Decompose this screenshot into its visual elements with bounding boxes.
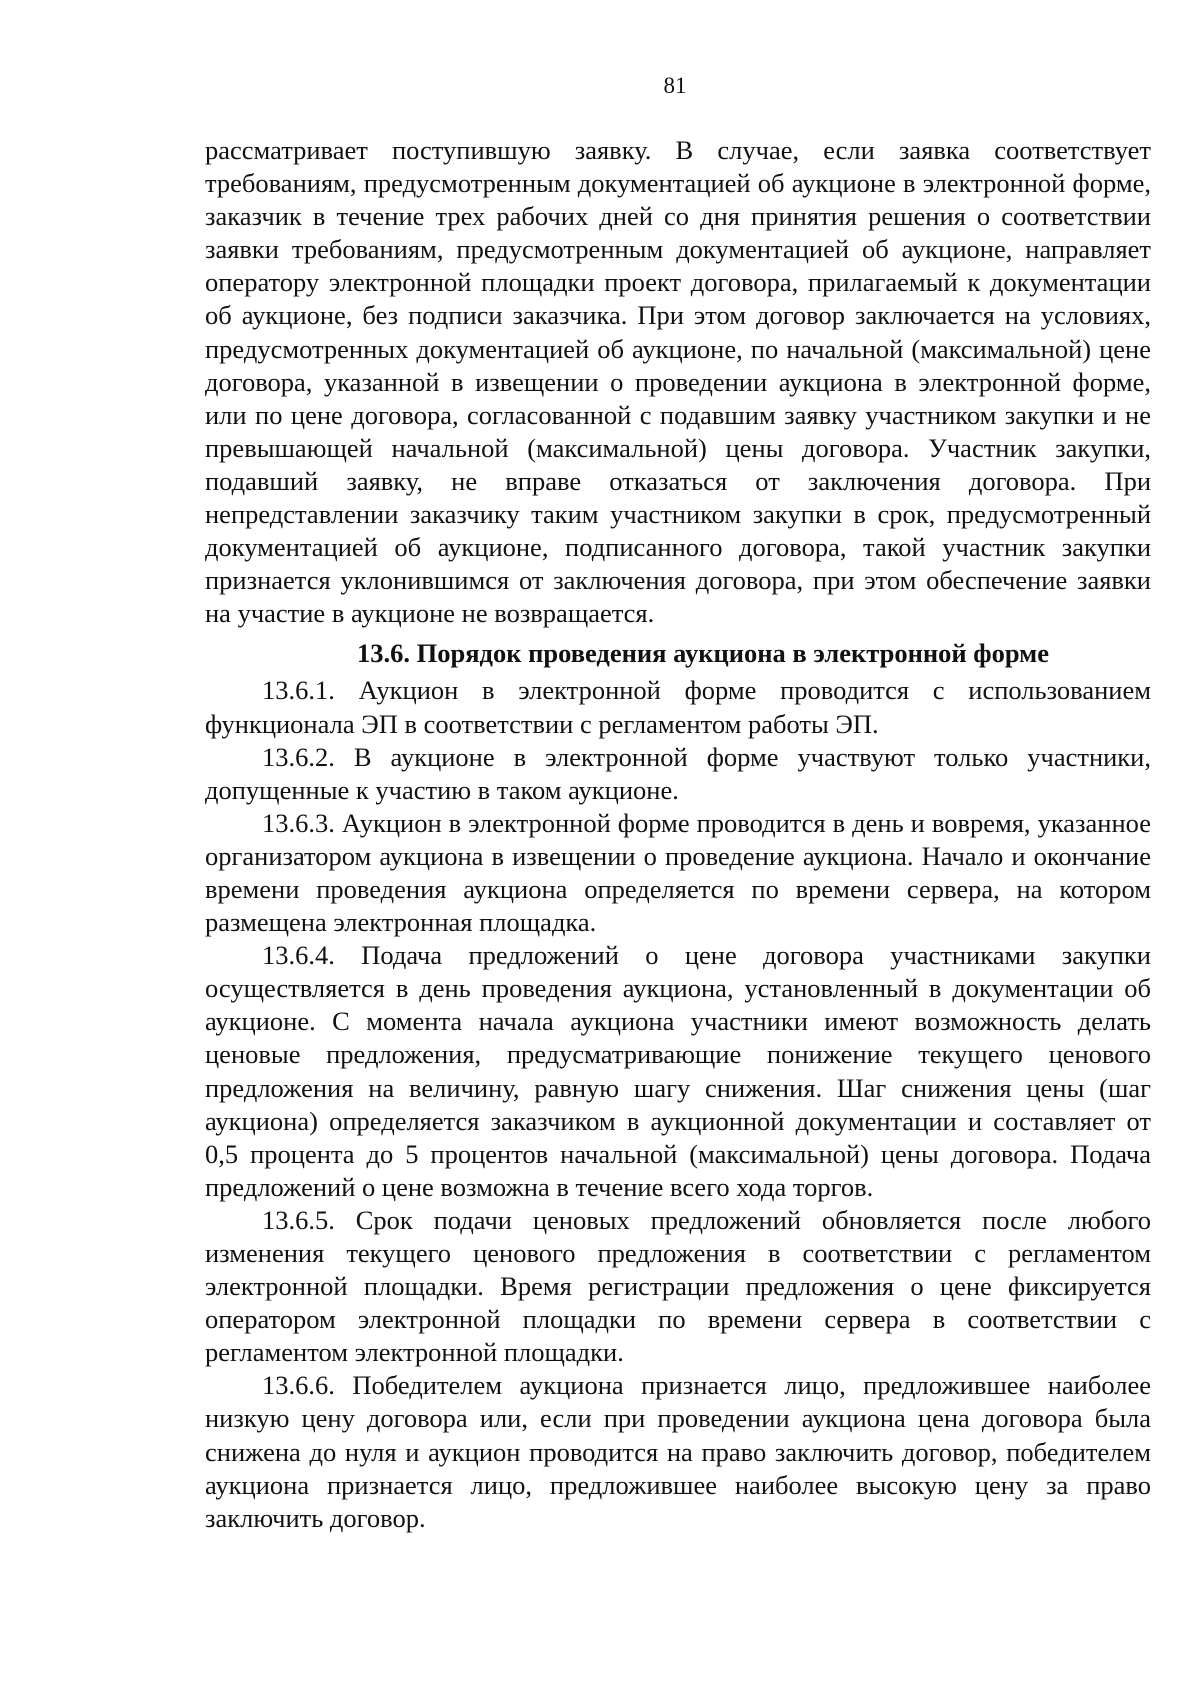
paragraph-13-6-1: 13.6.1. Аукцион в электронной форме проводится с использованием функционала ЭП в соответствии с регламентом работы ЭП. — [205, 675, 1151, 739]
paragraph-13-6-6: 13.6.6. Победителем аукциона признается лицо, предложившее наиболее низкую цену договора или, если при проведении аукциона цена договора была снижена до нуля и аукцион проводится на право заключить договор, победителем аукциона признается лицо, предложившее наиболее высокую цену за право заключить договор. — [205, 1370, 1151, 1533]
document-body — [205, 134, 1151, 1535]
paragraph-13-6-2: 13.6.2. В аукционе в электронной форме участвуют только участники, допущенные к участию в таком аукционе. — [205, 741, 1151, 805]
paragraph-continuation: рассматривает поступившую заявку. В случае, если заявка соответствует требованиям, предусмотренным документацией об аукционе в электронной форме, заказчик в течение трех рабочих дней со дня принятия решения о соответствии заявки требованиям, предусмотренным документацией об аукционе, направляет оператору электронной площадки проект договора, прилагаемый к документации об аукционе, без подписи заказчика. При этом договор заключается на условиях, предусмотренных документацией об аукционе, по начальной (максимальной) цене договора, указанной в извещении о проведении аукциона в электронной форме, или по цене договора, согласованной с подавшим заявку участником закупки и не превышающей начальной (максимальной) цены договора. Участник закупки, подавший заявку, не вправе отказаться от заключения договора. При непредставлении заказчику таким участником закупки в срок, предусмотренный документацией об аукционе, подписанного договора, такой участник закупки признается уклонившимся от заключения договора, при этом обеспечение заявки на участие в аукционе не возвращается. — [205, 135, 1151, 629]
paragraph-13-6-3: 13.6.3. Аукцион в электронной форме проводится в день и вовремя, указанное организатором аукциона в извещении о проведение аукциона. Начало и окончание времени проведения аукциона определяется по времени сервера, на котором размещена электронная площадка. — [205, 807, 1151, 938]
page-number: 81 — [663, 73, 687, 98]
paragraph-13-6-4: 13.6.4. Подача предложений о цене договора участниками закупки осуществляется в день проведения аукциона, установленный в документации об аукционе. С момента начала аукциона участники имеют возможность делать ценовые предложения, предусматривающие понижение текущего ценового предложения на величину, равную шагу снижения. Шаг снижения цены (шаг аукциона) определяется заказчиком в аукционной документации и составляет от 0,5 процента до 5 процентов начальной (максимальной) цены договора. Подача предложений о цене возможна в течение всего хода торгов. — [205, 940, 1151, 1202]
paragraph-13-6-5: 13.6.5. Срок подачи ценовых предложений обновляется после любого изменения текущего ценового предложения в соответствии с регламентом электронной площадки. Время регистрации предложения о цене фиксируется оператором электронной площадки по времени сервера в соответствии с регламентом электронной площадки. — [205, 1204, 1151, 1368]
section-heading: 13.6. Порядок проведения аукциона в электронной форме — [356, 638, 1049, 669]
